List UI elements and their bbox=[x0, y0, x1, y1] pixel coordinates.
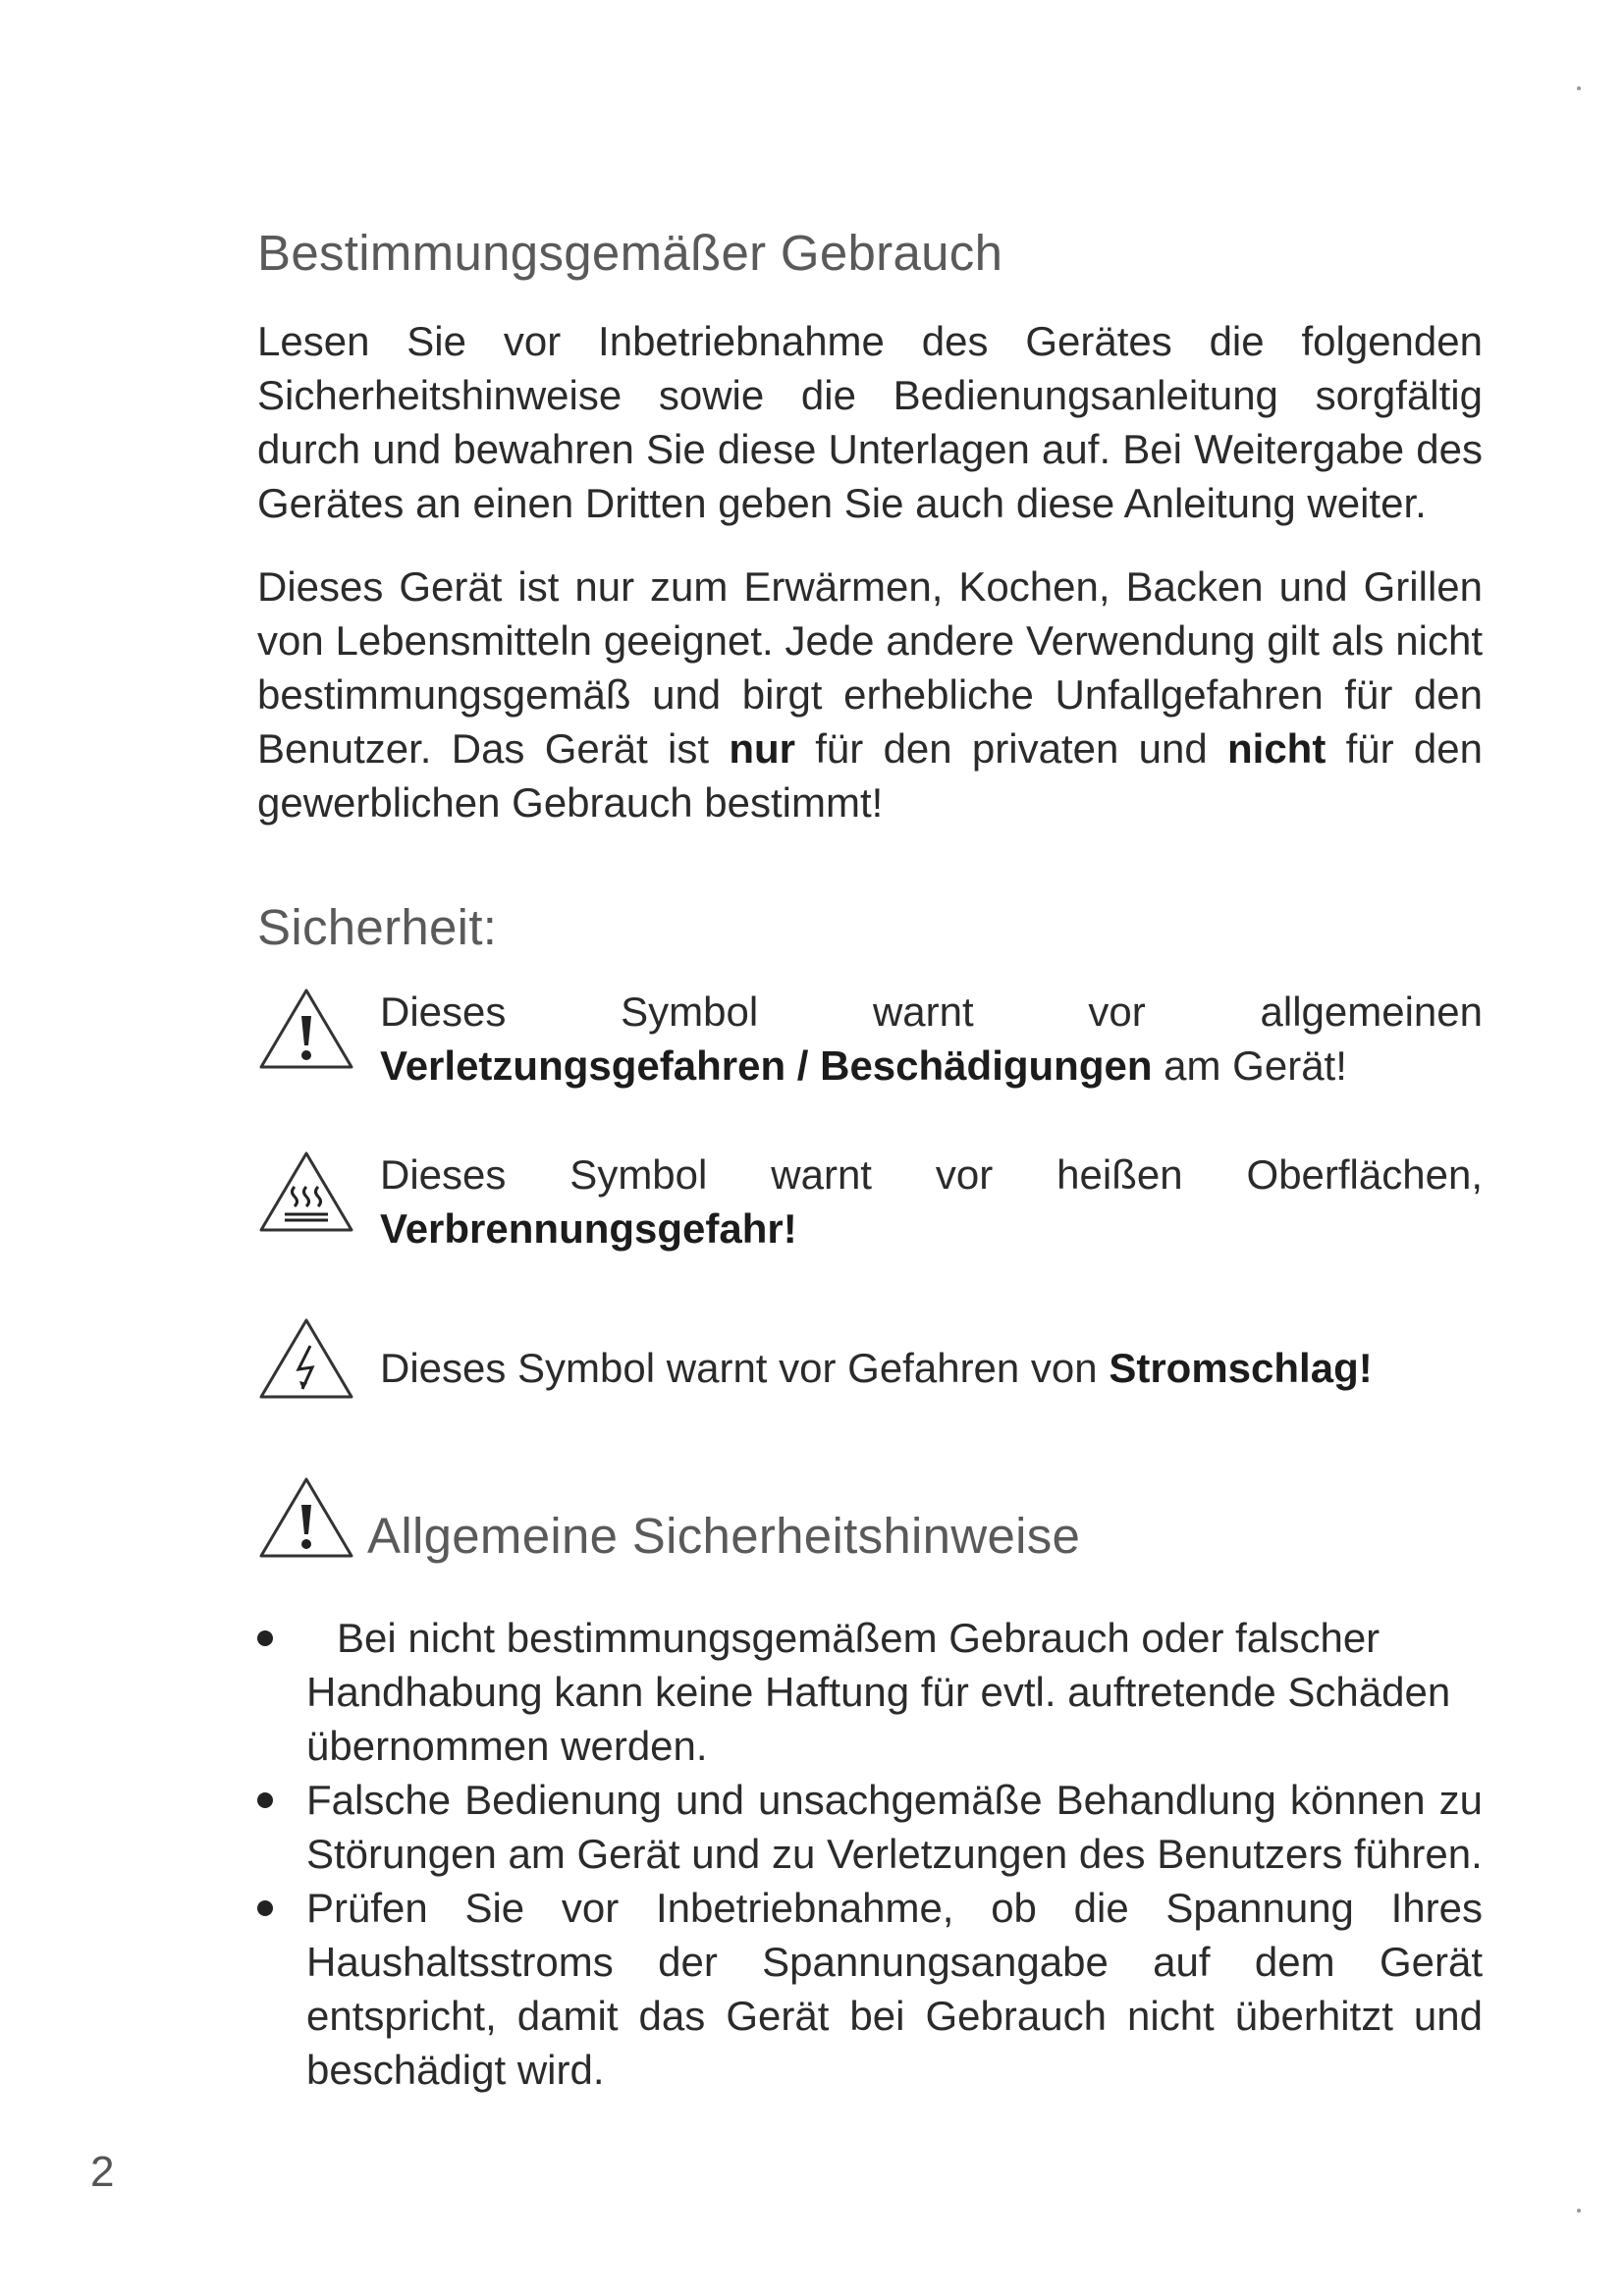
text-fragment: am Gerät! bbox=[1152, 1042, 1347, 1089]
list-item-text: Bei nicht bestimmungsgemäßem Gebrauch oder falscher Handhabung kann keine Haftung für evtl. auftretende Schäden übernommen werden. bbox=[306, 1615, 1451, 1769]
electric-shock-icon bbox=[257, 1314, 355, 1403]
paragraph-read-instructions: Lesen Sie vor Inbetriebnahme des Gerätes die folgenden Sicherheitshinweise sowie die Bedienungsanleitung sorgfältig durch und bewahren Sie diese Unterlagen auf. Bei Weitergabe des Gerätes an einen Dritten geben Sie auch diese Anleitung weiter. bbox=[257, 318, 1483, 526]
symbol-row-electric-shock bbox=[257, 1307, 1483, 1403]
symbol-row-hot-surface bbox=[257, 1148, 1483, 1255]
symbol-text bbox=[380, 1341, 1483, 1395]
list-item bbox=[257, 1881, 1483, 2097]
symbol-text bbox=[380, 1148, 1483, 1255]
warning-exclamation-icon bbox=[257, 985, 355, 1073]
section-title-general-safety: Allgemeine Sicherheitshinweise bbox=[367, 1508, 1081, 1564]
crop-mark bbox=[1577, 86, 1581, 90]
bold-only: nur bbox=[729, 725, 795, 772]
bold-not: nicht bbox=[1227, 725, 1326, 772]
symbol-line bbox=[380, 1341, 1483, 1395]
symbol-row-general-warning bbox=[257, 985, 1483, 1093]
text-fragment: Dieses Gerät ist nur zum Erwärmen, Kochen, Backen und Grillen von Lebensmitteln geeignet. Jede andere Verwendung gilt als nicht bestimmungsgemäß und birgt erhebliche Unfallgefahren für den Benutzer. Das Gerät ist bbox=[257, 563, 1483, 772]
warning-exclamation-icon bbox=[257, 1473, 355, 1562]
list-item-text: Falsche Bedienung und unsachgemäße Behandlung können zu Störungen am Gerät und zu Verletzungen des Benutzers führen. bbox=[306, 1777, 1483, 1877]
section-header-general-safety bbox=[257, 1473, 1483, 1562]
symbol-line: Dieses Symbol warnt vor heißen Oberflächen, bbox=[380, 1151, 1483, 1198]
paragraph-intended-use bbox=[257, 560, 1483, 829]
bold-warning: Verletzungsgefahren / Beschädigungen bbox=[380, 1042, 1153, 1089]
hot-surface-icon bbox=[257, 1148, 355, 1236]
bullet-icon bbox=[257, 1900, 273, 1916]
text-fragment: für den gewerblichen Gebrauch bestimmt! bbox=[257, 725, 1483, 826]
symbol-text bbox=[380, 985, 1483, 1093]
bold-warning: Verbrennungsgefahr! bbox=[380, 1205, 797, 1252]
page-content bbox=[257, 224, 1483, 2097]
text-fragment: für den privaten und bbox=[794, 725, 1227, 772]
bullet-icon bbox=[257, 1630, 273, 1646]
section-title-intended-use: Bestimmungsgemäßer Gebrauch bbox=[257, 225, 1003, 281]
symbol-line bbox=[380, 1201, 1483, 1255]
bullet-icon bbox=[257, 1792, 273, 1808]
text-fragment: Dieses Symbol warnt vor Gefahren von bbox=[380, 1345, 1110, 1391]
crop-mark bbox=[1577, 2209, 1581, 2213]
bold-warning: Stromschlag! bbox=[1109, 1345, 1373, 1391]
symbol-line: Dieses Symbol warnt vor allgemeinen bbox=[380, 988, 1483, 1035]
symbol-line bbox=[380, 1039, 1483, 1093]
section-title-safety: Sicherheit: bbox=[257, 899, 498, 955]
safety-bullet-list bbox=[257, 1611, 1483, 2097]
list-item-text: Prüfen Sie vor Inbetriebnahme, ob die Spannung Ihres Haushaltsstroms der Spannungsangabe auf dem Gerät entspricht, damit das Gerät bei Gebrauch nicht überhitzt und beschädigt wird. bbox=[306, 1885, 1483, 2093]
page-number: 2 bbox=[90, 2148, 115, 2196]
list-item bbox=[257, 1773, 1483, 1881]
list-item bbox=[257, 1611, 1483, 1773]
